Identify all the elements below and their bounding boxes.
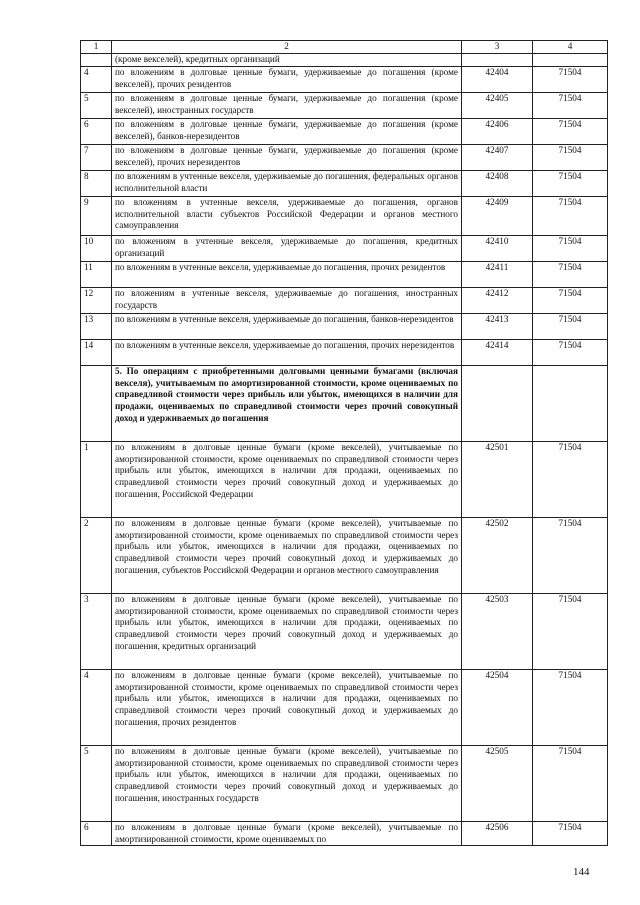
- col-header-4: 4: [533, 41, 608, 54]
- row-description: по вложениям в учтенные векселя, удерживаемые до погашения, прочих резидентов: [112, 261, 462, 287]
- table-row: [81, 92, 608, 118]
- account-code: 42502: [462, 517, 533, 593]
- row-description: по вложениям в долговые ценные бумаги (кроме векселей), учитываемые по амортизированной стоимости, кроме оцениваемых по: [112, 821, 462, 846]
- row-number: 14: [81, 339, 112, 365]
- account-code: 42504: [462, 669, 533, 745]
- row-number: 13: [81, 313, 112, 339]
- account-code: 42409: [462, 196, 533, 235]
- table-row: [81, 745, 608, 821]
- row-description: по вложениям в учтенные векселя, удерживаемые до погашения, кредитных организаций: [112, 235, 462, 261]
- table-row: [81, 287, 608, 313]
- section-empty-cell: [81, 365, 112, 441]
- symbol-code: [533, 54, 608, 67]
- row-description: по вложениям в учтенные векселя, удерживаемые до погашения, прочих нерезидентов: [112, 339, 462, 365]
- column-number-row: [81, 41, 608, 54]
- table-row: [81, 196, 608, 235]
- row-number: 2: [81, 517, 112, 593]
- row-description: по вложениям в учтенные векселя, удерживаемые до погашения, иностранных государств: [112, 287, 462, 313]
- symbol-code: 71504: [533, 118, 608, 144]
- symbol-code: 71504: [533, 66, 608, 92]
- row-number: 10: [81, 235, 112, 261]
- account-code: 42503: [462, 593, 533, 669]
- row-description: по вложениям в долговые ценные бумаги, удерживаемые до погашения (кроме векселей), иностранных государств: [112, 92, 462, 118]
- account-code: 42405: [462, 92, 533, 118]
- col-header-1: 1: [81, 41, 112, 54]
- account-code: 42501: [462, 441, 533, 517]
- symbol-code: 71504: [533, 313, 608, 339]
- table-row: [81, 170, 608, 196]
- row-number: 3: [81, 593, 112, 669]
- row-number: 6: [81, 118, 112, 144]
- symbol-code: 71504: [533, 196, 608, 235]
- symbol-code: 71504: [533, 593, 608, 669]
- row-number: [81, 54, 112, 67]
- table-row: [81, 441, 608, 517]
- section-row: [81, 365, 608, 441]
- account-code: 42506: [462, 821, 533, 846]
- table-row: [81, 821, 608, 846]
- table-row: [81, 339, 608, 365]
- account-code: 42406: [462, 118, 533, 144]
- page-number: 144: [573, 866, 590, 878]
- symbol-code: 71504: [533, 287, 608, 313]
- table-row: [81, 313, 608, 339]
- row-number: 9: [81, 196, 112, 235]
- row-number: 7: [81, 144, 112, 170]
- account-code: 42411: [462, 261, 533, 287]
- table-body: [81, 54, 608, 846]
- symbol-code: 71504: [533, 144, 608, 170]
- table-row: [81, 669, 608, 745]
- symbol-code: 71504: [533, 669, 608, 745]
- symbol-code: 71504: [533, 745, 608, 821]
- row-description: по вложениям в долговые ценные бумаги (кроме векселей), учитываемые по амортизированной стоимости, кроме оцениваемых по справедливой стоимости через прибыль или убыток, имеющихся в наличии для продажи, оцениваемых по справедливой стоимости через прочий совокупный доход и удерживаемых до погашения, кредитных организаций: [112, 593, 462, 669]
- row-number: 4: [81, 669, 112, 745]
- table-row: [81, 118, 608, 144]
- row-description: по вложениям в учтенные векселя, удерживаемые до погашения, федеральных органов исполнительной власти: [112, 170, 462, 196]
- section-empty-cell: [462, 365, 533, 441]
- symbol-code: 71504: [533, 261, 608, 287]
- row-description: по вложениям в долговые ценные бумаги, удерживаемые до погашения (кроме векселей), прочих резидентов: [112, 66, 462, 92]
- col-header-3: 3: [462, 41, 533, 54]
- table-row: [81, 66, 608, 92]
- account-code: 42505: [462, 745, 533, 821]
- row-number: 11: [81, 261, 112, 287]
- row-number: 4: [81, 66, 112, 92]
- account-code: 42408: [462, 170, 533, 196]
- table-row: [81, 144, 608, 170]
- accounts-table: [80, 40, 608, 846]
- row-number: 8: [81, 170, 112, 196]
- row-number: 1: [81, 441, 112, 517]
- table-row: [81, 593, 608, 669]
- symbol-code: 71504: [533, 821, 608, 846]
- row-description: по вложениям в долговые ценные бумаги (кроме векселей), учитываемые по амортизированной стоимости, кроме оцениваемых по справедливой стоимости через прибыль или убыток, имеющихся в наличии для продажи, оцениваемых по справедливой стоимости через прочий совокупный доход и удерживаемых до погашения, субъектов Российской Федерации и органов местного самоуправления: [112, 517, 462, 593]
- section-empty-cell: [533, 365, 608, 441]
- symbol-code: 71504: [533, 170, 608, 196]
- row-description: (кроме векселей), кредитных организаций: [112, 54, 462, 67]
- row-description: по вложениям в учтенные векселя, удерживаемые до погашения, банков-нерезидентов: [112, 313, 462, 339]
- table-row: [81, 517, 608, 593]
- symbol-code: 71504: [533, 441, 608, 517]
- account-code: 42413: [462, 313, 533, 339]
- symbol-code: 71504: [533, 235, 608, 261]
- row-description: по вложениям в долговые ценные бумаги (кроме векселей), учитываемые по амортизированной стоимости, кроме оцениваемых по справедливой стоимости через прибыль или убыток, имеющихся в наличии для продажи, оцениваемых по справедливой стоимости через прочий совокупный доход и удерживаемых до погашения, Российской Федерации: [112, 441, 462, 517]
- account-code: 42404: [462, 66, 533, 92]
- symbol-code: 71504: [533, 517, 608, 593]
- account-code: 42412: [462, 287, 533, 313]
- symbol-code: 71504: [533, 339, 608, 365]
- table-row: [81, 261, 608, 287]
- table-row: [81, 235, 608, 261]
- row-description: по вложениям в учтенные векселя, удерживаемые до погашения, органов исполнительной власти субъектов Российской Федерации и органов местного самоуправления: [112, 196, 462, 235]
- table-row: [81, 54, 608, 67]
- symbol-code: 71504: [533, 92, 608, 118]
- row-description: по вложениям в долговые ценные бумаги, удерживаемые до погашения (кроме векселей), прочих нерезидентов: [112, 144, 462, 170]
- account-code: 42414: [462, 339, 533, 365]
- row-number: 5: [81, 92, 112, 118]
- account-code: 42410: [462, 235, 533, 261]
- row-number: 5: [81, 745, 112, 821]
- section-title: 5. По операциям с приобретенными долговыми ценными бумагами (включая векселя), учитываемым по амортизированной стоимости, кроме оцениваемых по справедливой стоимости через прибыль или убыток, имеющихся в наличии для продажи, оцениваемых по справедливой стоимости через прочий совокупный доход и удерживаемых до погашения: [112, 365, 462, 441]
- col-header-2: 2: [112, 41, 462, 54]
- account-code: 42407: [462, 144, 533, 170]
- row-number: 12: [81, 287, 112, 313]
- row-number: 6: [81, 821, 112, 846]
- row-description: по вложениям в долговые ценные бумаги, удерживаемые до погашения (кроме векселей), банков-нерезидентов: [112, 118, 462, 144]
- row-description: по вложениям в долговые ценные бумаги (кроме векселей), учитываемые по амортизированной стоимости, кроме оцениваемых по справедливой стоимости через прибыль или убыток, имеющихся в наличии для продажи, оцениваемых по справедливой стоимости через прочий совокупный доход и удерживаемых до погашения, прочих резидентов: [112, 669, 462, 745]
- row-description: по вложениям в долговые ценные бумаги (кроме векселей), учитываемые по амортизированной стоимости, кроме оцениваемых по справедливой стоимости через прибыль или убыток, имеющихся в наличии для продажи, оцениваемых по справедливой стоимости через прочий совокупный доход и удерживаемых до погашения, иностранных государств: [112, 745, 462, 821]
- account-code: [462, 54, 533, 67]
